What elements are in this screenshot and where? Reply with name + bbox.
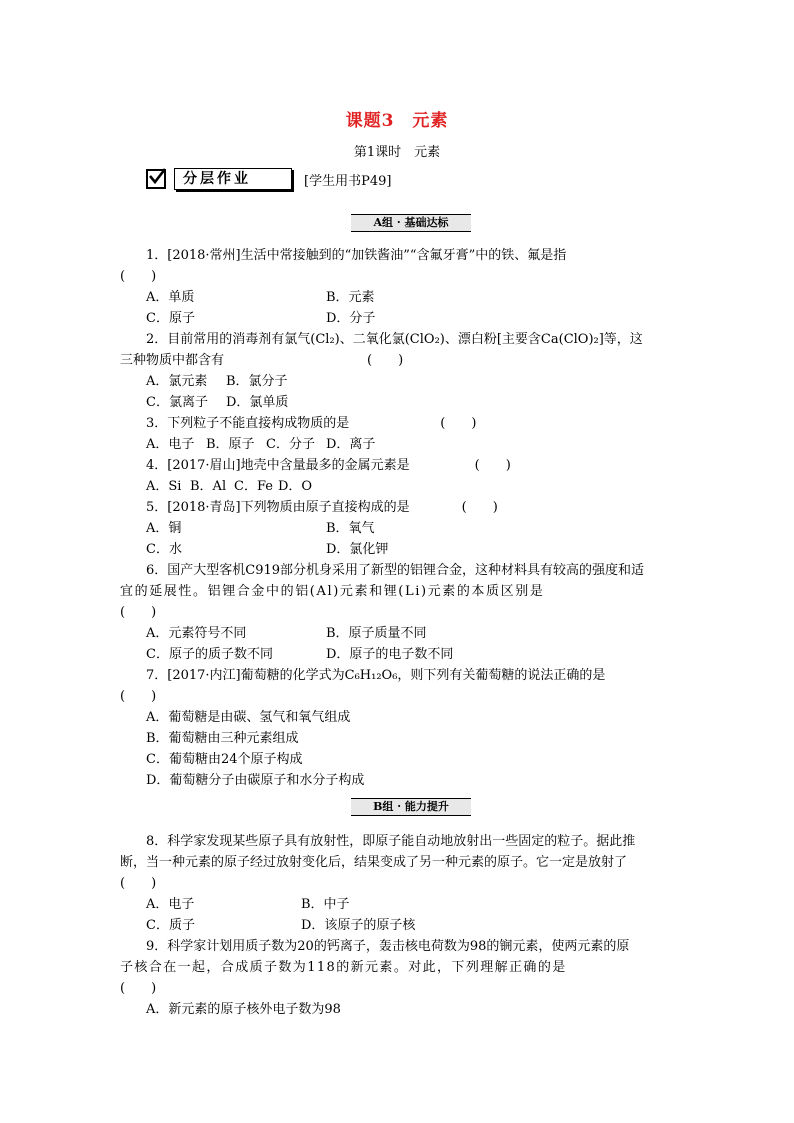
question-1-options-row2 bbox=[146, 307, 375, 326]
question-8-options-row1 bbox=[146, 893, 350, 912]
question-8-options-row2 bbox=[146, 914, 415, 933]
option: B．原子质量不同 bbox=[326, 626, 427, 641]
question-3-options bbox=[146, 433, 375, 452]
question-2-options-row2 bbox=[146, 391, 288, 410]
option: A．电子 bbox=[146, 897, 195, 912]
question-2-options-row1 bbox=[146, 370, 288, 389]
question-1-options-row1 bbox=[146, 286, 375, 305]
question-5-stem: 5．[2018·青岛]下列物质由原子直接构成的是 ( ) bbox=[146, 500, 498, 515]
option: A．Si bbox=[146, 479, 182, 494]
checkbox-checked-icon bbox=[146, 169, 166, 189]
question-8-cont: 断，当一种元素的原子经过放射变化后，结果变成了另一种元素的原子。它一定是放射了 bbox=[120, 855, 628, 870]
option: C．原子的质子数不同 bbox=[146, 647, 273, 662]
question-7-paren: ( ) bbox=[120, 689, 157, 704]
option: D．分子 bbox=[326, 311, 376, 326]
option: D．O bbox=[278, 479, 313, 494]
question-6-paren: ( ) bbox=[120, 605, 157, 620]
option: D．离子 bbox=[326, 437, 376, 452]
question-6-options-row1 bbox=[146, 622, 427, 641]
question-4-options bbox=[146, 475, 312, 494]
option: B．中子 bbox=[301, 897, 350, 912]
question-4-stem: 4．[2017·眉山]地壳中含量最多的金属元素是 ( ) bbox=[146, 458, 511, 473]
homework-header bbox=[146, 167, 391, 191]
option: C．Fe bbox=[234, 479, 273, 494]
question-6-cont: 宜的延展性。铝锂合金中的铝(Al)元素和锂(Li)元素的本质区别是 bbox=[120, 584, 545, 599]
option: D．该原子的原子核 bbox=[301, 918, 416, 933]
question-1-paren: ( ) bbox=[120, 269, 157, 284]
option: D．氯化钾 bbox=[326, 542, 389, 557]
group-b-banner: B组 · 能力提升 bbox=[351, 798, 471, 816]
question-9-cont: 子核合在一起，合成质子数为118的新元素。对此，下列理解正确的是 bbox=[120, 960, 567, 975]
option: A．铜 bbox=[146, 521, 182, 536]
page-subtitle: 第1课时 元素 bbox=[353, 145, 441, 160]
question-1-stem: 1．[2018·常州]生活中常接触到的“加铁酱油”“含氟牙膏”中的铁、氟是指 bbox=[146, 248, 567, 263]
option: C．水 bbox=[146, 542, 182, 557]
option: D．氯单质 bbox=[226, 395, 289, 410]
group-a-banner: A组 · 基础达标 bbox=[351, 214, 471, 232]
option: D．原子的电子数不同 bbox=[326, 647, 454, 662]
question-2-stem: 2．目前常用的消毒剂有氯气(Cl₂)、二氧化氯(ClO₂)、漂白粉[主要含Ca(ClO)₂]等，这 bbox=[146, 332, 643, 347]
option: C．质子 bbox=[146, 918, 195, 933]
question-7-option-b: B．葡萄糖由三种元素组成 bbox=[146, 731, 299, 746]
question-3-stem: 3．下列粒子不能直接构成物质的是 ( ) bbox=[146, 416, 477, 431]
question-9-paren: ( ) bbox=[120, 981, 157, 996]
question-5-options-row2 bbox=[146, 538, 388, 557]
book-reference: [学生用书P49] bbox=[304, 173, 392, 189]
question-7-option-a: A．葡萄糖是由碳、氢气和氧气组成 bbox=[146, 710, 351, 725]
question-5-options-row1 bbox=[146, 517, 375, 536]
option: A．氯元素 bbox=[146, 374, 208, 389]
homework-label: 分层作业 bbox=[174, 168, 292, 190]
option: C．原子 bbox=[146, 311, 195, 326]
page-title: 课题3 元素 bbox=[345, 111, 449, 131]
option: C．氯离子 bbox=[146, 395, 208, 410]
question-6-options-row2 bbox=[146, 643, 453, 662]
question-2-cont: 三种物质中都含有 ( ) bbox=[120, 353, 404, 368]
option: B．元素 bbox=[326, 290, 375, 305]
question-7-option-d: D．葡萄糖分子由碳原子和水分子构成 bbox=[146, 773, 365, 788]
question-7-stem: 7．[2017·内江]葡萄糖的化学式为C₆H₁₂O₆，则下列有关葡萄糖的说法正确的是 bbox=[146, 668, 606, 683]
question-9-stem: 9．科学家计划用质子数为20的钙离子，轰击核电荷数为98的锎元素，使两元素的原 bbox=[146, 939, 630, 954]
option: B．氧气 bbox=[326, 521, 375, 536]
option: B．原子 bbox=[206, 437, 255, 452]
option: A．电子 bbox=[146, 437, 195, 452]
question-7-option-c: C．葡萄糖由24个原子构成 bbox=[146, 752, 303, 767]
option: A．元素符号不同 bbox=[146, 626, 247, 641]
option: A．单质 bbox=[146, 290, 195, 305]
question-9-option-a: A．新元素的原子核外电子数为98 bbox=[146, 1002, 341, 1017]
option: C．分子 bbox=[266, 437, 315, 452]
question-8-stem: 8．科学家发现某些原子具有放射性，即原子能自动地放射出一些固定的粒子。据此推 bbox=[146, 834, 636, 849]
option: B．Al bbox=[190, 479, 227, 494]
question-6-stem: 6．国产大型客机C919部分机身采用了新型的铝锂合金，这种材料具有较高的强度和适 bbox=[146, 563, 645, 578]
option: B．氯分子 bbox=[226, 374, 288, 389]
question-8-paren: ( ) bbox=[120, 876, 157, 891]
